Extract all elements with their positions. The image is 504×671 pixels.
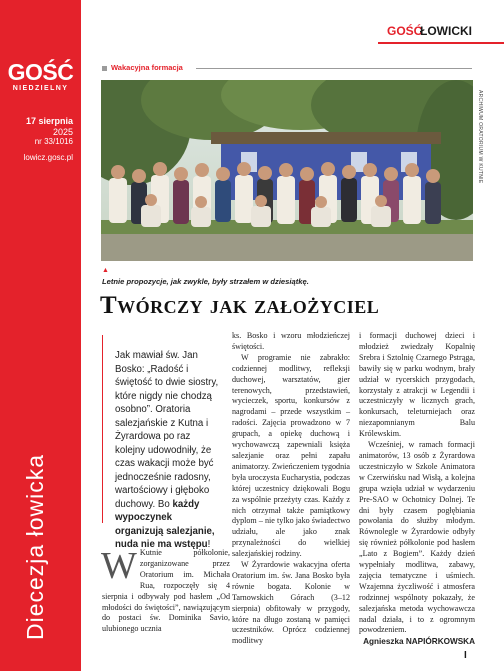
issue-number: nr 33/1016: [34, 137, 73, 146]
lead-end: !: [207, 539, 211, 550]
photo-caption: Letnie propozycje, jak zwykle, były strzałem w dziesiątkę.: [102, 277, 309, 286]
photo-credit: ARCHIWUM ORATORIUM W KUTNIE: [477, 90, 483, 184]
gosc-niedzielny-logo: [0, 60, 81, 104]
logo-niedzielny-text: NIEDZIELNY: [12, 85, 69, 92]
brand-region: ŁOWICKI: [420, 24, 472, 38]
section-marker: [102, 66, 107, 71]
paragraph: Kutnie półkolonie, zorganizowane przez Oratorium im. Michała Rua, rozpoczęły się 4 sierpnia i odbywały pod hasłem „Od młodości do świętości”, nawiązującym do postaci św. Dominika Savio, ulubionego ucznia: [102, 548, 230, 634]
sidebar: [0, 0, 81, 671]
lead-emphasis: każdy wypoczynek organizują salezjanie, nuda nie ma wstępu: [115, 498, 215, 550]
section-label: Wakacyjna formacja: [111, 63, 183, 72]
diocese-label: Diecezja łowicka: [22, 453, 48, 640]
site-url: lowicz.gosc.pl: [23, 153, 73, 162]
article-column-1: [101, 545, 230, 635]
paragraph: i formacji duchowej dzieci i młodzież zwiedzały Kopalnię Srebra i Sztolnię Czarnego Pstrąga, bawiły się w parku wodnym, brały udział w rycerskich przygodach, korzystały z atrakcji w Legendii i uczestniczyły w licznych grach, konkursach, teleturniejach oraz niezapomnianym Balu Królewskim.: [359, 331, 475, 439]
lead-rule: [102, 335, 111, 523]
paragraph: W Żyrardowie wakacyjna oferta Oratorium im. św. Jana Bosko była równie bogata. Kolonie w Tarnowskich Górach (3–12 sierpnia) obfitowały w przygody, które na długo zostaną w pamięci uczestników. Oprócz codziennej modlitwy: [232, 560, 350, 646]
issue-year: 2025: [52, 127, 73, 137]
article-title: Twórczy jak założyciel: [100, 292, 380, 319]
issue-day: 17 sierpnia: [25, 116, 73, 126]
issue-date: [26, 116, 73, 138]
paragraph: ks. Bosko i wzoru młodzieńczej świętości.: [232, 331, 350, 351]
page-number: I: [464, 650, 467, 661]
paragraph: W programie nie zabrakło: codziennej modlitwy, refleksji duchowej, warsztatów, gier terenowych, przedstawień, wycieczek, sportu, konkursów z nagrodami – przede wszystkim – radości. Zajęcia prowadzono w 7 grupach, a opiekę duchową i wychowawczą zapewniali księża salezjanie oraz pełni zapału animatorzy. Zwieńczeniem tygodnia była uroczysta Eucharystia, podczas której uczestnicy dziękowali Bogu za wspólnie przeżyty czas. Każdy z nich otrzymał także pamiątkowy dyplom – nie tylko jako świadectwo udziału, ale jako znak przynależności do wielkiej salezjańskiej rodziny.: [232, 352, 350, 559]
group-photo: [101, 80, 473, 261]
paragraph: Wcześniej, w ramach formacji animatorów, 13 osób z Żyrardowa uczestniczyło w Szkole Animatora w Czerwińsku nad Wisłą, a kolejna grupa wzięła udział w wydarzeniu Pre-SAO w Ochotnicy Dolnej. Te dni były czasem pogłębiania powołania do służby młodym. Równolegle w Żyrardowie odbyły się również półkolonie pod hasłem „Lato z Bogiem”. Każdy dzień wypełniały modlitwa, zabawy, zajęcia tematyczne i uśmiech. Wzajemna życzliwość i atmosfera rodzinnej wspólnoty pokazały, że salezjańska metoda wychowawcza nadal działa, i to z ogromnym powodzeniem.: [359, 440, 475, 635]
brand-underline: [378, 42, 504, 44]
article-author: Agnieszka NAPIÓRKOWSKA: [363, 637, 475, 647]
brand-gosc: GOŚĆ: [387, 24, 423, 38]
drop-cap: W: [101, 545, 137, 587]
article-column-3: [359, 331, 475, 648]
lead-text: Jak mawiał św. Jan Bosko: „Radość i świętość to dwie siostry, które nigdy nie chodzą osobno”. Oratoria salezjańskie z Kutna i Żyrardowa po raz kolejny udowodniły, że czas wakacji może być jednocześnie radosny, wartościowy i głęboko duchowy. Bo: [115, 350, 219, 510]
article-lead: [115, 349, 223, 552]
logo-gosc-text: GOŚĆ: [7, 59, 74, 85]
section-rule: [196, 68, 472, 69]
article-column-2: [232, 331, 350, 647]
group-photo-illustration: [101, 80, 473, 261]
caption-arrow-icon: ▲: [102, 267, 109, 274]
